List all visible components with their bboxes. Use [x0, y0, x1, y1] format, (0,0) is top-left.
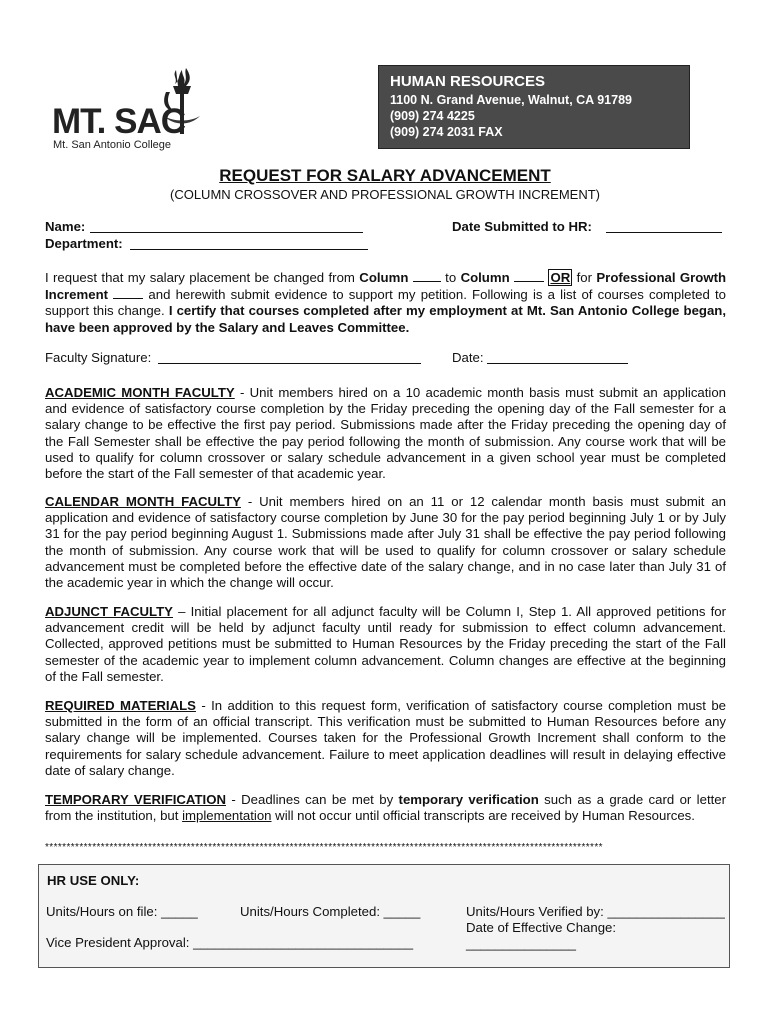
temporary-verification-section [45, 792, 726, 824]
request-paragraph [45, 269, 726, 336]
academic-text: - Unit members hired on a 10 academic month basis must submit an application and evidence of satisfactory course completion by the Friday preceding the opening day of the Fall semester for a salary change to be effective the first pay period. Submissions made after the Friday preceding the opening day of the Fall Semester shall be effective the pay period following the month of submission. Any course work that will be used to qualify for column crossover or salary schedule advancement in a given school year must be completed before the start of the Fall semester of that academic year. [45, 385, 727, 482]
temporary-text-1: - Deadlines can be met by [225, 792, 399, 807]
college-logo [50, 66, 210, 152]
pgi-field[interactable] [113, 286, 143, 299]
adjunct-heading: ADJUNCT FACULTY [45, 604, 173, 619]
adjunct-faculty-section [45, 604, 726, 685]
name-field[interactable] [90, 220, 363, 233]
effective-change-date[interactable]: Date of Effective Change: _______________ [466, 920, 617, 952]
department-field[interactable] [130, 237, 368, 250]
request-text-1: I request that my salary placement be changed from [45, 270, 355, 285]
hr-use-title: HR USE ONLY: [47, 873, 140, 888]
calendar-month-section [45, 494, 726, 591]
form-title: REQUEST FOR SALARY ADVANCEMENT [219, 166, 551, 185]
date-submitted-field[interactable] [606, 220, 722, 233]
required-materials-section [45, 698, 726, 779]
hr-address: 1100 N. Grand Avenue, Walnut, CA 91789 [390, 93, 632, 107]
request-to: to [445, 270, 457, 285]
logo-wordmark: MT. SAC [52, 102, 185, 141]
temporary-bold: temporary verification [398, 792, 539, 807]
request-text-2: and herewith submit evidence to support my petition. Following is a list of courses completed to support this change. [45, 287, 726, 319]
temporary-text-3: will not occur until official transcripts are received by Human Resources. [271, 808, 695, 824]
hr-use-box [38, 864, 730, 968]
column-label-2: Column [460, 270, 510, 285]
academic-month-section [45, 385, 726, 482]
to-column-field[interactable] [514, 269, 544, 282]
faculty-signature-field[interactable] [158, 351, 421, 364]
units-on-file[interactable]: Units/Hours on file: _____ [46, 904, 198, 919]
or-label: OR [550, 270, 571, 285]
calendar-text: - Unit members hired on an 11 or 12 calendar month basis must submit an application and evidence of satisfactory course completion by June 30 for the pay period beginning July 1 or by July 31 for the pay period beginning August 1. Submissions made after July 31 shall be effective the pay period following the month of submission. Any course work that will be used to qualify for column crossover or salary schedule advancement must be completed before the effective date of the salary change, and in no case later than July 31 of the academic year in which the change will occur. [45, 494, 726, 591]
units-verified-by[interactable]: Units/Hours Verified by: ________________ [466, 904, 725, 919]
required-text: - In addition to this request form, verification of satisfactory course completion must be submitted in the form of an official transcript. This verification must be submitted to Human Resources before any salary change will be implemented. Courses taken for the Professional Growth Increment shall conform to the requirements for salary schedule advancement. Failure to meet application deadlines will result in delaying effective date of salary change. [45, 698, 726, 778]
hr-contact-box [378, 65, 690, 149]
date-label: Date: [452, 350, 484, 365]
column-label-1: Column [359, 270, 409, 285]
request-for: for [576, 270, 592, 285]
vp-approval[interactable]: Vice President Approval: ______________________________ [46, 935, 414, 950]
date-submitted-label: Date Submitted to HR: [452, 219, 592, 234]
hr-fax: (909) 274 2031 FAX [390, 125, 503, 139]
required-heading: REQUIRED MATERIALS [45, 698, 196, 713]
calendar-heading: CALENDAR MONTH FACULTY [45, 494, 241, 509]
hr-phone: (909) 274 4225 [390, 109, 475, 123]
logo-subtitle: Mt. San Antonio College [53, 139, 172, 151]
department-label: Department: [45, 236, 123, 251]
name-label: Name: [45, 219, 86, 234]
temporary-underlined: implementation [182, 808, 272, 824]
faculty-signature-label: Faculty Signature: [45, 350, 152, 365]
date-field[interactable] [487, 351, 628, 364]
hr-title: HUMAN RESOURCES [390, 73, 546, 90]
form-subtitle: (COLUMN CROSSOVER AND PROFESSIONAL GROWTH INCREMENT) [170, 187, 600, 202]
separator-line: ********************************************************************************************************************************** [45, 842, 603, 853]
adjunct-text: – Initial placement for all adjunct faculty will be Column I, Step 1. All approved petitions for advancement credit will be held by adjunct faculty until ready for submission to effect column advancement. Collected, approved petitions must be submitted to Human Resources by the Friday preceding the start of the Fall semester of the academic year to implement column advancement. Column changes are effective at the beginning of the Fall semester. [45, 604, 726, 684]
pgi-label: Professional Growth Increment [45, 270, 727, 303]
temporary-heading: TEMPORARY VERIFICATION [45, 792, 226, 807]
from-column-field[interactable] [413, 269, 441, 282]
units-completed[interactable]: Units/Hours Completed: _____ [240, 904, 421, 919]
academic-heading: ACADEMIC MONTH FACULTY [45, 385, 235, 400]
temporary-text-2: such as a grade card or letter from the institution, but [45, 792, 726, 824]
certify-statement: I certify that courses completed after my employment at Mt. San Antonio College began, have been approved by the Salary and Leaves Committee. [45, 303, 727, 335]
